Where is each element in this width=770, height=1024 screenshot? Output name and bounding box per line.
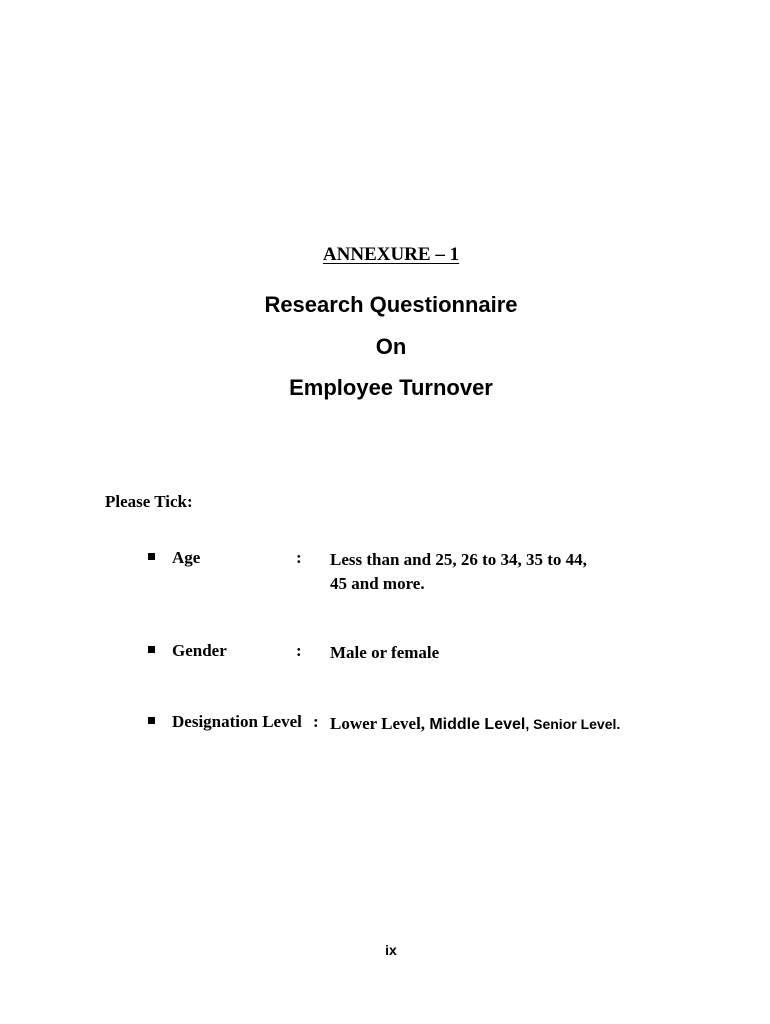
- option-text: Lower Level,: [330, 714, 430, 733]
- option-text: Middle: [429, 716, 480, 733]
- question-options: [330, 712, 730, 737]
- bullet-icon: [148, 646, 155, 653]
- question-label: Age: [172, 548, 201, 567]
- question-colon: :: [296, 548, 302, 567]
- option-text: Level: [479, 716, 526, 733]
- please-tick-label: Please Tick:: [105, 492, 193, 511]
- question-options: Less than and 25, 26 to 34, 35 to 44, 45 and more.: [330, 550, 587, 593]
- bullet-icon: [148, 717, 155, 724]
- page-number: ix: [385, 942, 397, 958]
- title-line-1: Research Questionnaire: [264, 292, 518, 317]
- question-colon: :: [313, 712, 319, 731]
- question-label: Gender: [172, 641, 227, 660]
- question-options: Male or female: [330, 643, 440, 662]
- question-colon: :: [296, 641, 302, 660]
- question-label: Designation Level: [172, 712, 302, 731]
- bullet-icon: [148, 553, 155, 560]
- title-line-3: Employee Turnover: [289, 375, 493, 400]
- title-line-2: On: [375, 334, 407, 359]
- annexure-heading: ANNEXURE – 1: [322, 244, 460, 265]
- option-text: , Senior Level.: [525, 716, 621, 732]
